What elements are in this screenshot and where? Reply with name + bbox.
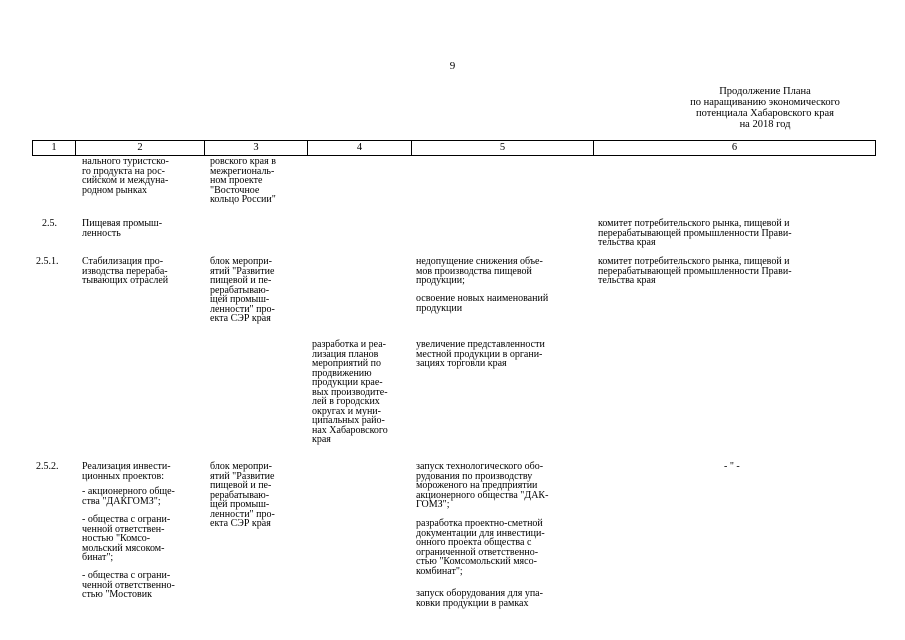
row-2-5-1-title: Стабилизация про- изводства перераба- тывающих отраслей (82, 256, 169, 286)
row-2-5-title: Пищевая промыш- ленность (82, 218, 163, 239)
column-header-4: 4 (308, 141, 412, 155)
heading-line-4: на 2018 год (739, 119, 791, 130)
row-2-5-2-title: Реализация инвести- ционных проектов: (82, 461, 171, 482)
row-2-5-1-block: блок меропри- ятий "Развитие пищевой и пе- рерабатываю- щей промыш- ленности" про- екта СЭР края (210, 256, 275, 324)
row-2-5-number: 2.5. (42, 218, 57, 229)
row-2-5-2-result-a: запуск технологического обо- рудования по производству мороженого на предприятии акционерного общества "ДАК- ГОМЗ"; (416, 461, 549, 510)
plan-heading (660, 86, 870, 130)
row-2-5-2-project-c: - общества с ограни- ченной ответственно- стью "Мостовик (82, 570, 175, 600)
row-2-5-2-result-c: запуск оборудования для упа- ковки продукции в рамках (416, 588, 543, 609)
cont-col2: нального туристско- го продукта на рос- сийском и междуна- родном рынках (82, 156, 169, 196)
row-2-5-1-result-b: освоение новых наименований продукции (416, 293, 549, 314)
row-2-5-2-project-b: - общества с ограни- ченной ответствен- ностью "Комсо- мольский мясоком- бинат"; (82, 514, 171, 563)
heading-line-2: по наращиванию экономического (690, 97, 840, 108)
row-2-5-2-result-b: разработка проектно-сметной документации для инвестици- онного проекта общества с ограниченной ответственно- стью "Комсомольский мясо- комбинат"; (416, 518, 545, 577)
row-2-5-2-project-a: - акционерного обще- ства "ДАКГОМЗ"; (82, 486, 175, 507)
row-2-5-2-number: 2.5.2. (36, 461, 59, 472)
heading-line-1: Продолжение Плана (719, 86, 811, 97)
table-header-row (32, 140, 876, 156)
row-2-5-responsible: комитет потребительского рынка, пищевой и перерабатывающей промышленности Прави- тельства края (598, 218, 792, 248)
row-2-5-1-measure: разработка и реа- лизация планов мероприятий по продвижению продукции крае- вых производите- лей в городских округах и муни- ципальных райо- нах Хабаровского края (312, 339, 388, 445)
column-header-3: 3 (205, 141, 308, 155)
row-2-5-1-result-c: увеличение представленности местной продукции в органи- зациях торговли края (416, 339, 545, 369)
column-header-5: 5 (412, 141, 594, 155)
column-header-1: 1 (33, 141, 76, 155)
row-2-5-2-responsible: - " - (724, 461, 740, 472)
row-2-5-1-responsible: комитет потребительского рынка, пищевой и перерабатывающей промышленности Прави- тельства края (598, 256, 792, 286)
page-number: 9 (449, 60, 456, 72)
column-header-2: 2 (76, 141, 205, 155)
heading-line-3: потенциала Хабаровского края (696, 108, 834, 119)
cont-col3: ровского края в межрегиональ- ном проекте "Восточное кольцо России" (210, 156, 276, 205)
row-2-5-2-block: блок меропри- ятий "Развитие пищевой и пе- рерабатываю- щей промыш- ленности" про- екта СЭР края (210, 461, 275, 529)
row-2-5-1-number: 2.5.1. (36, 256, 59, 267)
row-2-5-1-result-a: недопущение снижения объе- мов производства пищевой продукции; (416, 256, 543, 286)
column-header-6: 6 (731, 142, 738, 153)
